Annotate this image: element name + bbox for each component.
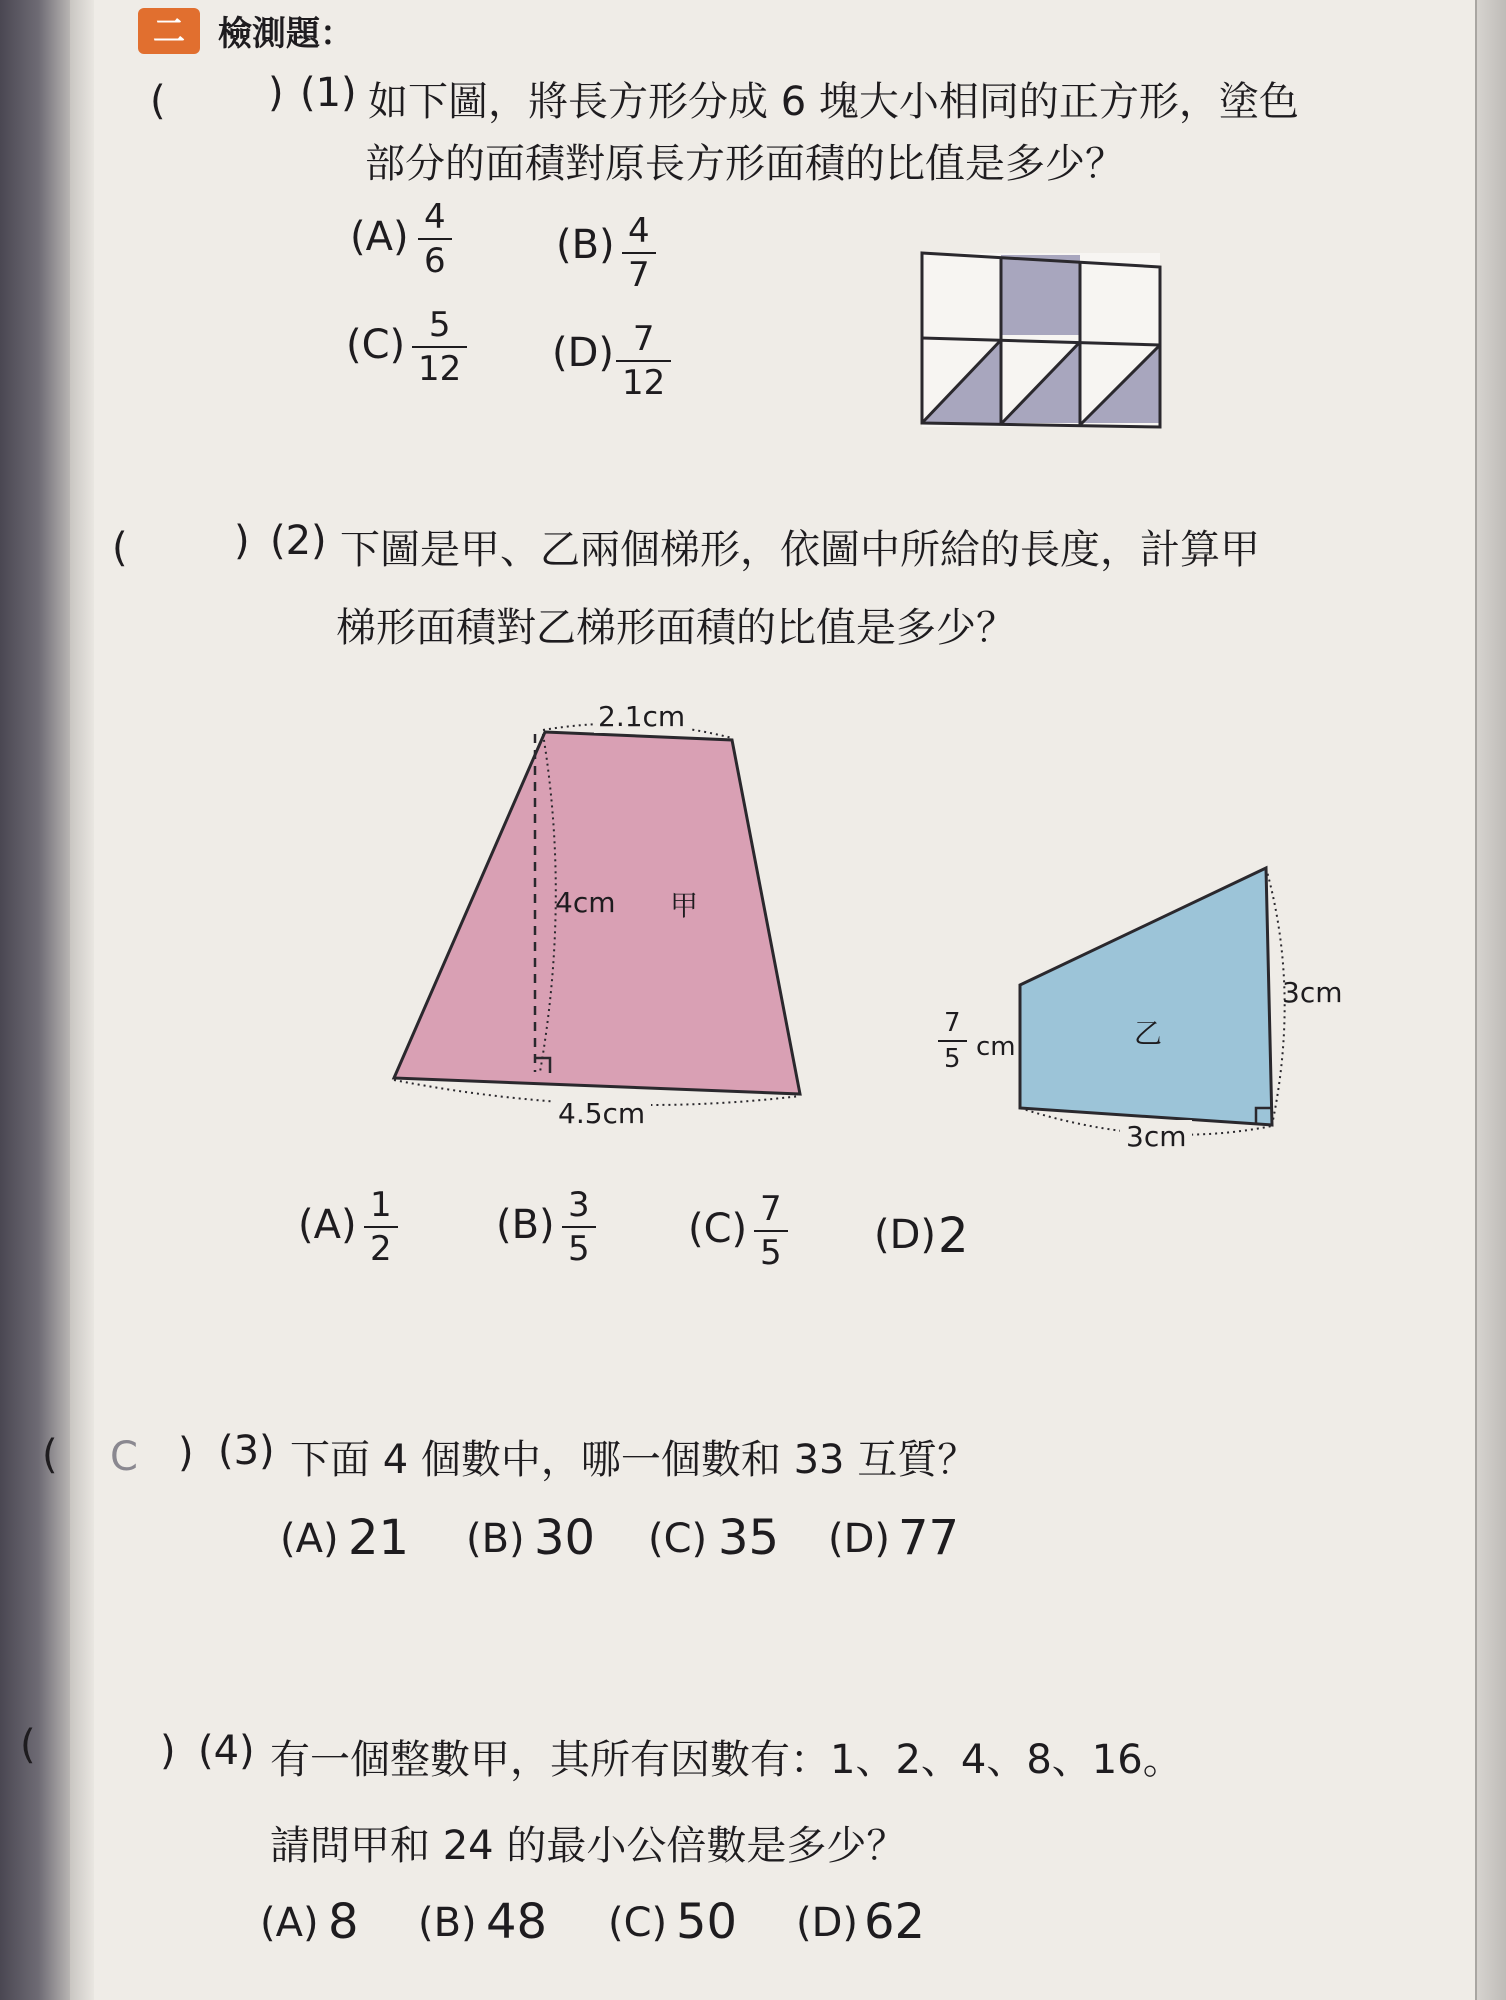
question-text-line-1: 下圖是甲、乙兩個梯形，依圖中所給的長度，計算甲 (340, 527, 1260, 573)
question-number: (3) (218, 1428, 275, 1474)
choice-d-value: 77 (898, 1510, 960, 1566)
choice-c-label[interactable]: (C) (608, 1900, 668, 1946)
choice-d-fraction (616, 319, 671, 403)
yi-bottom-length: 3cm (1120, 1120, 1192, 1153)
fraction-numerator: 7 (944, 1008, 961, 1038)
choice-b-fraction (562, 1185, 596, 1269)
fraction-denominator: 6 (418, 238, 452, 278)
question-text-line-2: 梯形面積對乙梯形面積的比值是多少？ (336, 605, 1016, 651)
grid-figure (910, 245, 1170, 435)
shaded-square (1001, 255, 1080, 335)
choice-a-label[interactable]: (A) (280, 1516, 339, 1562)
page-right-edge (1475, 0, 1506, 2000)
answer-paren-open[interactable]: ( (20, 1722, 36, 1768)
choice-c-value: 35 (718, 1510, 780, 1566)
choice-a-value: 8 (328, 1894, 359, 1950)
question-text-line-2: 請問甲和 24 的最小公倍數是多少？ (270, 1823, 907, 1869)
yi-name: 乙 (1134, 1017, 1163, 1050)
choice-b-label[interactable]: (B) (556, 222, 615, 268)
fraction-numerator: 4 (424, 197, 446, 237)
choice-d-label[interactable]: (D) (874, 1212, 937, 1258)
choice-c-fraction (412, 305, 467, 389)
choice-a-fraction (364, 1185, 398, 1269)
fraction-denominator: 12 (412, 346, 467, 386)
choice-a-label[interactable]: (A) (260, 1900, 319, 1946)
trapezoid-yi (1020, 868, 1272, 1125)
handwritten-answer[interactable]: C (110, 1434, 138, 1480)
choice-c-label[interactable]: (C) (346, 322, 406, 368)
choice-d-label[interactable]: (D) (828, 1516, 891, 1562)
fraction-denominator: 5 (938, 1040, 967, 1072)
choice-a-value: 21 (348, 1510, 410, 1566)
choice-b-value: 48 (486, 1894, 548, 1950)
section-badge: 二 (138, 8, 200, 54)
answer-paren-close: ) (234, 518, 250, 564)
yi-left-fraction (938, 1010, 967, 1072)
trapezoid-yi-figure (1000, 850, 1320, 1150)
answer-paren-close: ) (178, 1430, 194, 1476)
jia-top-length: 2.1cm (594, 700, 689, 733)
yi-left-unit: cm (976, 1032, 1016, 1062)
answer-paren-open[interactable]: ( (112, 525, 128, 571)
answer-paren-open[interactable]: ( (150, 78, 166, 124)
answer-paren-close: ) (160, 1728, 176, 1774)
section-title: 檢測題： (218, 14, 354, 54)
fraction-denominator: 7 (622, 252, 656, 292)
question-text-line-1: 如下圖，將長方形分成 6 塊大小相同的正方形，塗色 (368, 79, 1299, 125)
question-text-line-2: 部分的面積對原長方形面積的比值是多少？ (365, 141, 1125, 187)
answer-paren-open: ( (42, 1432, 58, 1478)
choice-c-value: 50 (676, 1894, 738, 1950)
question-text-line-1: 有一個整數甲，其所有因數有：1、2、4、8、16。 (270, 1737, 1183, 1783)
fraction-denominator: 2 (364, 1226, 398, 1266)
choice-d-value: 2 (938, 1208, 969, 1264)
choice-b-fraction (622, 211, 656, 295)
choice-d-value: 62 (864, 1894, 926, 1950)
fraction-numerator: 7 (760, 1189, 782, 1229)
choice-a-fraction (418, 197, 452, 281)
choice-c-label[interactable]: (C) (688, 1206, 748, 1252)
choice-c-fraction (754, 1189, 788, 1273)
choice-d-label[interactable]: (D) (796, 1900, 859, 1946)
fraction-denominator: 5 (562, 1226, 596, 1266)
choice-b-value: 30 (534, 1510, 596, 1566)
question-text-line-1: 下面 4 個數中，哪一個數和 33 互質？ (290, 1437, 978, 1483)
yi-right-length: 3cm (1282, 976, 1343, 1009)
jia-bottom-length: 4.5cm (552, 1097, 651, 1130)
jia-height-length: 4cm (555, 886, 616, 919)
fraction-denominator: 5 (754, 1230, 788, 1270)
fraction-numerator: 4 (628, 211, 650, 251)
question-number: (2) (270, 518, 327, 564)
jia-name: 甲 (670, 889, 699, 922)
choice-b-label[interactable]: (B) (496, 1202, 555, 1248)
choice-a-label[interactable]: (A) (298, 1202, 357, 1248)
choice-b-label[interactable]: (B) (418, 1900, 477, 1946)
answer-paren-close: ) (268, 70, 284, 116)
fraction-numerator: 7 (632, 319, 655, 359)
fraction-denominator: 12 (616, 360, 671, 400)
choice-a-label[interactable]: (A) (350, 214, 409, 260)
choice-c-label[interactable]: (C) (648, 1516, 708, 1562)
choice-b-label[interactable]: (B) (466, 1516, 525, 1562)
choice-d-label[interactable]: (D) (552, 330, 615, 376)
fraction-numerator: 5 (428, 305, 451, 345)
book-gutter (70, 0, 94, 2000)
book-spine-shadow (0, 0, 70, 2000)
question-number: (4) (198, 1728, 255, 1774)
fraction-numerator: 3 (568, 1185, 590, 1225)
fraction-numerator: 1 (370, 1185, 392, 1225)
question-number: (1) (300, 70, 357, 116)
